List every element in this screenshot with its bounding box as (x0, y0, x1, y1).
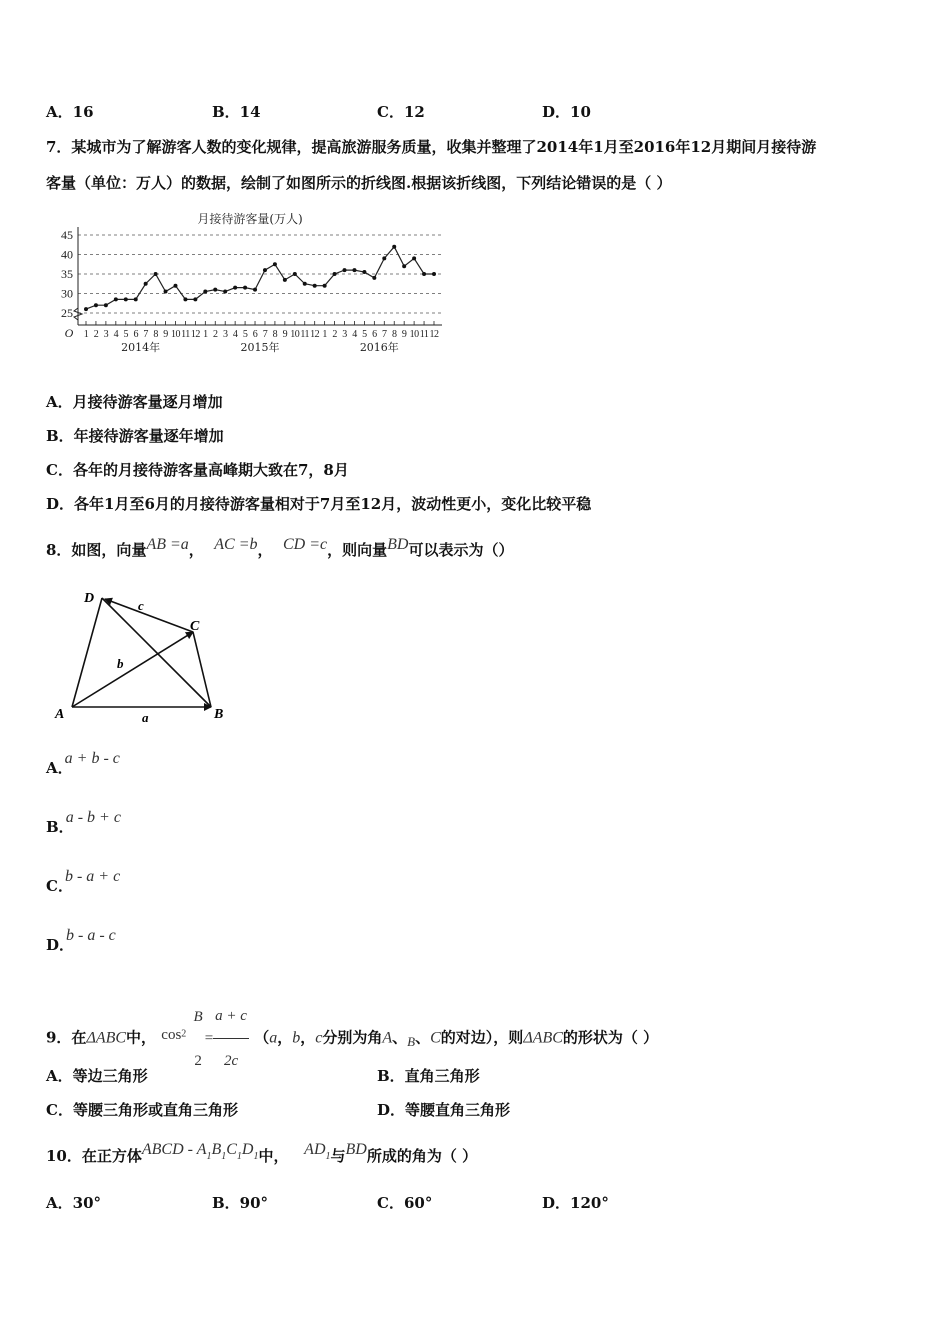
segment-cb (193, 632, 211, 707)
q10-yu: 与 (330, 1147, 346, 1165)
chart-x-tick-label: 8 (391, 329, 397, 340)
q10-option-c: C．60° (377, 1194, 433, 1212)
q7-stem-line2: 客量（单位：万人）的数据，绘制了如图所示的折线图.根据该折线图，下列结论错误的是（ ） (46, 174, 672, 192)
chart-x-tick-label: 8 (153, 329, 158, 340)
chart-point (84, 307, 88, 311)
chart-point (114, 297, 118, 301)
q9-frac-ac-num: a + c (213, 994, 249, 1039)
chart-point (193, 297, 197, 301)
chart-x-tick-label: 1 (203, 329, 208, 340)
q10-stem (46, 1141, 478, 1169)
q8-quadrilateral-figure (50, 585, 240, 730)
q10-sub-a: 1 (206, 1151, 212, 1162)
q9-cos: cos (161, 1026, 182, 1043)
q10-zhong: 中， (258, 1147, 289, 1165)
label-b: B (214, 707, 224, 722)
chart-x-tick-label: 3 (222, 329, 228, 340)
label-c: C (190, 619, 200, 634)
chart-x-tick-label: 1 (83, 329, 89, 340)
label-vec-c: c (138, 598, 144, 613)
vector-cd (105, 599, 193, 632)
q8-vec-bd: BD (387, 536, 409, 553)
chart-x-tick-label: 2 (93, 329, 99, 340)
chart-point (213, 288, 217, 292)
q8-suffix: 可以表示为（） (408, 541, 514, 559)
chart-x-tick-label: 4 (352, 329, 357, 340)
chart-y-tick-label: 25 (61, 306, 73, 320)
chart-point (333, 272, 337, 276)
chart-point (412, 256, 416, 260)
q7-line-chart (50, 205, 450, 360)
q9-triangle: ΔABC (86, 1029, 127, 1047)
q10-option-a: A．30° (46, 1194, 102, 1212)
chart-point (173, 284, 177, 288)
chart-point (144, 282, 148, 286)
q8-option-c-expr: b - a + c (64, 868, 121, 885)
segment-db (102, 598, 211, 707)
chart-point (362, 270, 366, 274)
chart-x-tick-label: 10 (170, 329, 180, 340)
chart-x-tick-label: 6 (252, 329, 258, 340)
chart-point (164, 290, 168, 294)
q6-option-a: A．16 (46, 103, 94, 121)
q8-option-b (46, 809, 129, 838)
chart-point (382, 256, 386, 260)
q10-sub-ad: 1 (325, 1151, 331, 1162)
q9-option-a: A．等边三角形 (46, 1067, 148, 1085)
chart-point (124, 297, 128, 301)
q8-sep1: ， (188, 541, 204, 559)
chart-x-tick-label: 3 (342, 329, 347, 340)
q9-frac-ac-den: 2c (223, 1053, 239, 1069)
chart-point (432, 272, 436, 276)
q9-comma2: ， (300, 1028, 316, 1047)
chart-year-label: 2014年 (121, 341, 161, 354)
q9-paren: （ (254, 1028, 270, 1047)
chart-x-tick-label: 2 (332, 329, 337, 340)
q10-cube-d: D (241, 1141, 254, 1158)
q9-fenbie: 分别为角 (322, 1028, 383, 1047)
q9-var-c: c (315, 1029, 323, 1047)
q9-dun2: 、 (415, 1028, 431, 1047)
chart-x-tick-label: 9 (282, 329, 288, 340)
q9-frac-b2-den: 2 (194, 1052, 202, 1069)
chart-x-tick-label: 4 (113, 329, 119, 340)
q8-option-b-label: B． (46, 818, 74, 836)
chart-point (253, 288, 257, 292)
q8-sep2: ， (257, 541, 273, 559)
chart-point (243, 286, 247, 290)
q9-equals: = (204, 1030, 214, 1047)
chart-point (313, 284, 317, 288)
chart-point (134, 297, 138, 301)
q10-end: 所成的角为（ ） (366, 1147, 478, 1165)
chart-x-tick-label: 9 (163, 329, 168, 340)
chart-x-tick-label: 7 (143, 329, 148, 340)
chart-title: 月接待游客量(万人) (197, 212, 303, 226)
chart-y-tick-label: 30 (61, 286, 73, 301)
q9-rest: 的对边），则 (440, 1028, 524, 1047)
chart-x-tick-label: 12 (310, 329, 320, 340)
q7-option-b: B．年接待游客量逐年增加 (46, 427, 224, 445)
chart-point (352, 268, 356, 272)
chart-x-tick-label: 9 (401, 329, 407, 340)
q9-option-c: C．等腰三角形或直角三角形 (46, 1101, 238, 1119)
q9-cos-power: 2 (181, 1028, 187, 1040)
chart-point (94, 303, 98, 307)
q7-option-a: A．月接待游客量逐月增加 (46, 393, 223, 411)
chart-x-tick-label: 5 (242, 329, 248, 340)
chart-point (402, 264, 406, 268)
q8-mid: ，则向量 (327, 541, 388, 559)
q10-prefix: 10．在正方体 (46, 1147, 142, 1165)
q6-option-b: B．14 (212, 103, 261, 121)
chart-point (372, 276, 376, 280)
chart-y-tick-label: 35 (61, 267, 73, 281)
label-vec-b: b (117, 656, 124, 671)
chart-x-tick-label: 8 (272, 329, 278, 340)
q8-option-c-label: C． (46, 877, 73, 895)
q8-vec-ac: AC =b (214, 536, 258, 553)
chart-x-tick-label: 3 (103, 329, 109, 340)
q10-line-ad: AD (304, 1141, 326, 1158)
chart-point (154, 272, 158, 276)
chart-x-tick-label: 11 (181, 329, 190, 340)
q8-option-d (46, 927, 124, 956)
chart-point (422, 272, 426, 276)
chart-point (392, 245, 396, 249)
q8-stem (46, 536, 514, 561)
chart-x-tick-label: 6 (133, 329, 138, 340)
q9-zhong: 中， (126, 1028, 157, 1047)
q6-option-d: D．10 (542, 103, 591, 121)
label-a: A (55, 707, 65, 722)
chart-x-tick-label: 10 (409, 329, 419, 340)
chart-point (223, 290, 227, 294)
q8-vec-ab: AB =a (146, 536, 189, 553)
q8-option-a-label: A． (46, 759, 73, 777)
label-d: D (84, 591, 95, 606)
chart-x-tick-label: 4 (232, 329, 238, 340)
q6-option-c: C．12 (377, 103, 425, 121)
q9-dun1: 、 (392, 1028, 408, 1047)
q9-option-b: B．直角三角形 (377, 1067, 480, 1085)
chart-x-tick-label: 7 (262, 329, 268, 340)
q9-angle-b: B (407, 1033, 416, 1049)
chart-point (273, 262, 277, 266)
q9-var-b: b (292, 1029, 301, 1047)
q9-var-a: a (269, 1029, 278, 1047)
label-vec-a: a (142, 710, 149, 725)
chart-x-tick-label: 7 (382, 329, 387, 340)
chart-series-line (86, 247, 434, 309)
q9-frac-b2 (192, 995, 205, 1083)
q7-stem-line1: 7．某城市为了解游客人数的变化规律，提高旅游服务质量，收集并整理了2014年1月至2016年12月期间月接待游 (46, 138, 817, 156)
q8-option-b-expr: a - b + c (65, 809, 121, 826)
q8-option-c (46, 868, 128, 897)
chart-point (233, 286, 237, 290)
chart-x-tick-label: 11 (419, 329, 429, 340)
q9-angle-a: A (382, 1029, 393, 1047)
chart-point (283, 278, 287, 282)
q9-option-d: D．等腰直角三角形 (377, 1101, 511, 1119)
q8-vec-cd: CD =c (282, 536, 328, 553)
q9-frac-b2-num: B (193, 1008, 203, 1025)
chart-x-tick-label: 12 (429, 329, 439, 340)
chart-x-tick-label: 5 (362, 329, 367, 340)
chart-point (183, 297, 187, 301)
q10-option-d: D．120° (542, 1194, 609, 1212)
q10-sub-b: 1 (221, 1151, 227, 1162)
chart-x-tick-label: 11 (300, 329, 310, 340)
q9-angle-c: C (430, 1029, 441, 1047)
chart-point (343, 268, 347, 272)
q10-sub-d: 1 (253, 1151, 259, 1162)
q10-cube-c: C (226, 1141, 237, 1158)
chart-point (323, 284, 327, 288)
chart-point (104, 303, 108, 307)
chart-point (293, 272, 297, 276)
q7-option-c: C．各年的月接待游客量高峰期大致在7，8月 (46, 461, 349, 479)
chart-x-tick-label: 12 (190, 329, 200, 340)
chart-year-label: 2015年 (240, 341, 280, 354)
chart-y-tick-label: 40 (61, 247, 73, 262)
chart-point (203, 290, 207, 294)
q9-prefix: 9．在 (46, 1028, 87, 1047)
chart-y-tick-label: 45 (61, 228, 73, 242)
chart-x-tick-label: 2 (213, 329, 218, 340)
chart-x-tick-label: 10 (290, 329, 300, 340)
q9-comma1: ， (277, 1028, 293, 1047)
q9-frac-ac (213, 994, 249, 1083)
chart-year-label: 2016年 (359, 341, 399, 354)
q9-triangle-2: ΔABC (523, 1029, 563, 1047)
q8-option-d-label: D． (46, 936, 75, 954)
chart-point (263, 268, 267, 272)
chart-point (303, 282, 307, 286)
q10-option-b: B．90° (212, 1194, 269, 1212)
chart-x-tick-label: 1 (322, 329, 327, 340)
q10-sub-c: 1 (236, 1151, 242, 1162)
q8-option-d-expr: b - a - c (66, 927, 116, 944)
chart-x-tick-label: 5 (123, 329, 129, 340)
q10-cube-b: B (211, 1141, 222, 1158)
q7-option-d: D．各年1月至6月的月接待游客量相对于7月至12月，波动性更小，变化比较平稳 (46, 495, 592, 513)
q9-end: 的形状为（ ） (562, 1028, 659, 1047)
q8-option-a (46, 750, 128, 779)
q10-cube-abcd: ABCD - A (141, 1141, 207, 1158)
q8-option-a-expr: a + b - c (64, 750, 120, 767)
q8-prefix: 8．如图，向量 (46, 541, 147, 559)
chart-origin-label: O (64, 326, 74, 340)
chart-x-tick-label: 6 (372, 329, 377, 340)
q10-line-bd: BD (345, 1141, 367, 1158)
